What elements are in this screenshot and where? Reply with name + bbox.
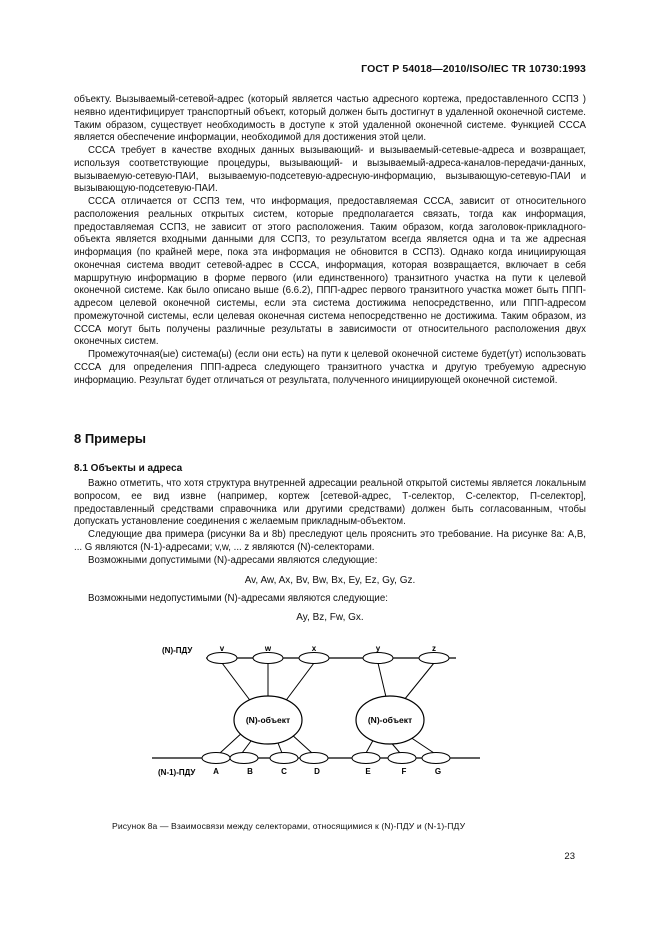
bottom-layer-label: (N-1)-ПДУ: [158, 768, 196, 777]
document-header: ГОСТ Р 54018—2010/ISO/IEC TR 10730:1993: [361, 63, 586, 75]
entity-right-label: (N)-объект: [367, 715, 413, 725]
paragraph: Важно отметить, что хотя структура внутренней адресации реальной открытой системы является локальным вопросом, ее вид извне (например, кортеж [сетевой-адрес, Т-селектор, С-селектор, П-селектор], предоставленный средствами справочника или другими средствами) должен быть согласованным, чтобы допускать установление соединения с желаемым прикладным-объектом.: [74, 478, 586, 528]
entity-left-label: (N)-объект: [245, 715, 291, 725]
figure-8a-diagram: [150, 640, 490, 815]
paragraph: объекту. Вызываемый-сетевой-адрес (который является частью адресного кортежа, предоставленного ССПЗ ) неявно идентифицирует транспортный объект, который должен быть достигнут в удаленной оконечной системе. Таким образом, существует необходимость в доступе к этой удаленной оконечной системе. Функцией СССА является обеспечение информации, необходимой для достижения этой цели.: [74, 94, 586, 144]
address-label: F: [401, 767, 407, 776]
subsection-text: [74, 478, 586, 567]
top-layer-label: (N)-ПДУ: [162, 646, 193, 655]
address-label: D: [314, 767, 320, 776]
selector-label: w: [264, 644, 272, 653]
address-label: C: [281, 767, 287, 776]
page-number: 23: [564, 851, 575, 862]
paragraph: Промежуточная(ые) система(ы) (если они есть) на пути к целевой оконечной системе будет(ут) использовать СССА для определения ППП-адреса следующего транзитного участка и другую требуемую адресную информацию. Результат будет отличаться от результата, полученного инициирующей оконечной системой.: [74, 349, 586, 386]
address-labels: [213, 767, 441, 776]
paragraph: Возможными допустимыми (N)-адресами являются следующие:: [88, 554, 378, 566]
selector-label: x: [311, 644, 317, 653]
selector-label: y: [375, 644, 381, 653]
selector-labels: [220, 644, 436, 653]
figure-caption: Рисунок 8а — Взаимосвязи между селекторами, относящимися к (N)-ПДУ и (N-1)-ПДУ: [112, 821, 466, 831]
valid-addresses: Av, Aw, Ax, Bv, Bw, Bx, Ey, Ez, Gy, Gz.: [244, 575, 416, 586]
invalid-addresses: Ay, Bz, Fw, Gx.: [296, 612, 364, 623]
address-label: G: [434, 767, 442, 776]
paragraph: СССА отличается от ССПЗ тем, что информация, предоставляемая СССА, зависит от относительного расположения реальных открытых систем, которые предполагается связать, тогда как информация, предоставляемая ССПЗ, не зависит от этого расположения. Таким образом, когда заголовок-прикладного-объекта является входными данными для ССПЗ, то результатом всегда является одна и та же адресная информация (по крайней мере, пока эта информация не обновится в ССПЗ). Однако когда инициирующая оконечная система вводит сетевой-адрес в СССА, информация, которая возвращается, включает в себя маршрутную информацию в форме первого (или единственного) транзитного участка на пути к целевой оконечной системе. Как было описано выше (6.6.2), ППП-адрес первого транзитного участка может быть ППП-адресом целевой оконечной системы, если эта система достижима непосредственно, или ППП-адресом промежуточной системы, если целевая оконечная система непосредственно не достижима. Таким образом, из СССА могут быть получены различные результаты в зависимости от относительного расположения двух оконечных систем.: [74, 196, 586, 348]
paragraph: Следующие два примера (рисунки 8а и 8b) преследуют цель прояснить это требование. На рисунке 8а: A,B, ... G являются (N-1)-адресами; v,w, ... z являются (N)-селекторами.: [74, 529, 586, 553]
paragraph: СССА требует в качестве входных данных вызывающий- и вызываемый-сетевые-адреса и возвращает, используя соответствующие процедуры, вызывающий- и вызываемый-адреса-каналов-передачи-данных, вызываемую-сетевую-ПАИ, вызываемую-подсетевую-адресную-информацию, вызывающую-сетевую-ПАИ и вызывающую-подсетевую-ПАИ.: [74, 145, 586, 195]
selector-label: v: [219, 644, 225, 653]
selector-label: z: [432, 644, 436, 653]
body-text: [74, 94, 586, 387]
address-label: A: [213, 767, 219, 776]
section-heading: 8 Примеры: [74, 431, 147, 446]
address-label: B: [247, 767, 253, 776]
paragraph: Возможными недопустимыми (N)-адресами являются следующие:: [88, 593, 388, 604]
subsection-heading: 8.1 Объекты и адреса: [74, 463, 183, 474]
address-label: E: [365, 767, 371, 776]
invalid-intro-block: [74, 593, 586, 606]
address-ellipses: [202, 753, 450, 764]
